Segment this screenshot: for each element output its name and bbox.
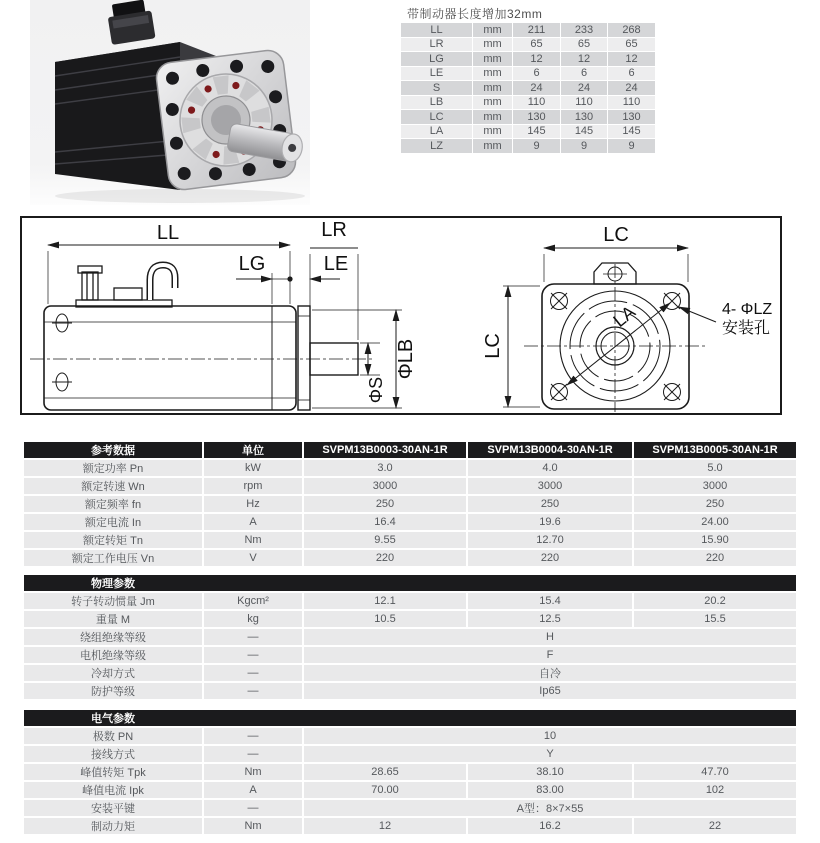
electrical-parameters-table	[22, 708, 798, 836]
mounting-hole-note-line2: 安装孔	[722, 320, 771, 337]
spec-row	[23, 513, 797, 531]
dimension-label: LL	[401, 23, 473, 38]
spec-value: 3000	[303, 477, 467, 495]
servo-motor-illustration	[30, 0, 310, 205]
spec-row	[23, 628, 797, 646]
dimension-unit: mm	[473, 37, 513, 52]
spec-row-unit: Nm	[203, 531, 303, 549]
dimension-unit: mm	[473, 52, 513, 67]
dimension-unit: mm	[473, 110, 513, 125]
spec-row-label: 防护等级	[23, 682, 203, 700]
dimension-value: 65	[513, 37, 561, 52]
dimension-unit: mm	[473, 23, 513, 38]
spec-row-unit: —	[203, 727, 303, 745]
dim-label-lc-top: LC	[603, 224, 629, 246]
dimension-value: 233	[561, 23, 608, 38]
spec-row-unit: Kgcm²	[203, 592, 303, 610]
dim-label-phi-s: ΦS	[366, 376, 386, 404]
dimension-value: 6	[513, 66, 561, 81]
dim-label-ll: LL	[156, 222, 180, 244]
spec-row	[23, 592, 797, 610]
spec-row	[23, 459, 797, 477]
spec-value: 5.0	[633, 459, 797, 477]
spec-row-unit: —	[203, 682, 303, 700]
spec-row	[23, 664, 797, 682]
spec-table-title-text: 电气参数	[91, 713, 135, 725]
spec-row-unit: kW	[203, 459, 303, 477]
spec-value: 4.0	[467, 459, 633, 477]
spec-table-title	[23, 574, 797, 592]
dim-label-lg: LG	[238, 253, 266, 275]
spec-row	[23, 817, 797, 835]
spec-row-label: 极数 PN	[23, 727, 203, 745]
spec-value: 24.00	[633, 513, 797, 531]
spec-row	[23, 745, 797, 763]
dimension-value: 110	[513, 95, 561, 110]
dimension-label: LG	[401, 52, 473, 67]
spec-value: 16.4	[303, 513, 467, 531]
dimension-unit: mm	[473, 81, 513, 96]
model-column-header: SVPM13B0004-30AN-1R	[467, 441, 633, 459]
dimension-value: 9	[513, 139, 561, 154]
dimension-label: LC	[401, 110, 473, 125]
dimension-label: LZ	[401, 139, 473, 154]
spec-value: 250	[467, 495, 633, 513]
dimension-value: 9	[561, 139, 608, 154]
dimension-value: 24	[561, 81, 608, 96]
spec-row-label: 电机绝缘等级	[23, 646, 203, 664]
dimension-value: 9	[608, 139, 656, 154]
dim-label-la: LA	[609, 301, 640, 332]
dimension-value: 24	[608, 81, 656, 96]
model-column-header: SVPM13B0003-30AN-1R	[303, 441, 467, 459]
spec-row	[23, 646, 797, 664]
unit-column-header: 单位	[203, 441, 303, 459]
spec-table-title: 参考数据	[23, 441, 203, 459]
dimension-row	[401, 124, 656, 139]
dimension-value: 110	[608, 95, 656, 110]
dimension-label: LR	[401, 37, 473, 52]
spec-value: 15.5	[633, 610, 797, 628]
technical-drawing	[20, 216, 782, 415]
spec-row	[23, 727, 797, 745]
dimension-value: 24	[513, 81, 561, 96]
spec-row	[23, 763, 797, 781]
spec-table-title-text: 物理参数	[91, 578, 135, 590]
spec-value: 3000	[633, 477, 797, 495]
spec-row-label: 额定电流 In	[23, 513, 203, 531]
spec-row-unit: rpm	[203, 477, 303, 495]
spec-table-title	[23, 709, 797, 727]
spec-value: 250	[633, 495, 797, 513]
spec-row-unit: Hz	[203, 495, 303, 513]
spec-value-span: Ip65	[303, 682, 797, 700]
dimension-value: 268	[608, 23, 656, 38]
dimension-value: 130	[561, 110, 608, 125]
spec-header-row	[23, 441, 797, 459]
spec-value: 220	[633, 549, 797, 567]
spec-row-label: 冷却方式	[23, 664, 203, 682]
spec-row-label: 额定工作电压 Vn	[23, 549, 203, 567]
spec-row-unit: Nm	[203, 817, 303, 835]
spec-value: 22	[633, 817, 797, 835]
dimension-value: 12	[561, 52, 608, 67]
spec-value: 15.90	[633, 531, 797, 549]
dimension-label: LA	[401, 124, 473, 139]
spec-row-unit: —	[203, 664, 303, 682]
spec-value: 12	[303, 817, 467, 835]
spec-row-unit: V	[203, 549, 303, 567]
reference-data-table	[22, 440, 798, 568]
spec-row-label: 额定转矩 Tn	[23, 531, 203, 549]
spec-row-label: 绕组绝缘等级	[23, 628, 203, 646]
spec-value: 12.70	[467, 531, 633, 549]
spec-value-span: H	[303, 628, 797, 646]
dimension-row	[401, 81, 656, 96]
spec-value: 3.0	[303, 459, 467, 477]
dimension-table	[400, 22, 656, 154]
spec-value: 70.00	[303, 781, 467, 799]
dim-label-phi-lb: ΦLB	[395, 338, 417, 380]
spec-value: 47.70	[633, 763, 797, 781]
dimension-value: 145	[608, 124, 656, 139]
dimension-value: 12	[608, 52, 656, 67]
dimension-unit: mm	[473, 139, 513, 154]
spec-row-label: 接线方式	[23, 745, 203, 763]
dimension-row	[401, 23, 656, 38]
spec-row	[23, 799, 797, 817]
spec-value-span: 自冷	[303, 664, 797, 682]
spec-header-row	[23, 709, 797, 727]
spec-value: 12.5	[467, 610, 633, 628]
spec-row-unit: —	[203, 745, 303, 763]
dim-label-lr: LR	[321, 219, 347, 241]
dimension-value: 6	[561, 66, 608, 81]
dimension-value: 130	[513, 110, 561, 125]
spec-row-unit: —	[203, 799, 303, 817]
spec-value: 16.2	[467, 817, 633, 835]
spec-value: 3000	[467, 477, 633, 495]
dimension-table-body	[401, 23, 656, 154]
dim-label-lc-left: LC	[482, 333, 504, 359]
spec-value: 19.6	[467, 513, 633, 531]
spec-row-label: 额定功率 Pn	[23, 459, 203, 477]
dimension-value: 12	[513, 52, 561, 67]
spec-row-label: 峰值转矩 Tpk	[23, 763, 203, 781]
spec-row-unit: A	[203, 513, 303, 531]
spec-value-span: 10	[303, 727, 797, 745]
spec-row	[23, 781, 797, 799]
spec-row-unit: A	[203, 781, 303, 799]
spec-row-label: 重量 M	[23, 610, 203, 628]
spec-value-span: Y	[303, 745, 797, 763]
spec-value: 15.4	[467, 592, 633, 610]
dimension-value: 145	[513, 124, 561, 139]
model-column-header: SVPM13B0005-30AN-1R	[633, 441, 797, 459]
dimension-value: 65	[561, 37, 608, 52]
dimension-row	[401, 139, 656, 154]
spec-header-row	[23, 574, 797, 592]
spec-value: 10.5	[303, 610, 467, 628]
dimension-value: 110	[561, 95, 608, 110]
spec-value: 83.00	[467, 781, 633, 799]
spec-row	[23, 531, 797, 549]
spec-row-unit: —	[203, 646, 303, 664]
spec-row-unit: Nm	[203, 763, 303, 781]
spec-row-unit: kg	[203, 610, 303, 628]
dimension-row	[401, 37, 656, 52]
dimension-label: LB	[401, 95, 473, 110]
dimension-value: 6	[608, 66, 656, 81]
spec-row-label: 额定转速 Wn	[23, 477, 203, 495]
spec-value-span: A型：8×7×55	[303, 799, 797, 817]
spec-row	[23, 682, 797, 700]
dimension-row	[401, 66, 656, 81]
motor-flange	[155, 49, 298, 192]
dimension-label: LE	[401, 66, 473, 81]
spec-row-label: 额定频率 fn	[23, 495, 203, 513]
dimension-value: 145	[561, 124, 608, 139]
dimension-label: S	[401, 81, 473, 96]
spec-value: 12.1	[303, 592, 467, 610]
spec-value: 28.65	[303, 763, 467, 781]
dimension-row	[401, 95, 656, 110]
spec-row	[23, 477, 797, 495]
spec-row-label: 制动力矩	[23, 817, 203, 835]
spec-row	[23, 549, 797, 567]
front-view	[503, 248, 716, 412]
mounting-hole-note-line1: 4- ΦLZ	[722, 301, 773, 318]
spec-value: 250	[303, 495, 467, 513]
dimension-unit: mm	[473, 66, 513, 81]
spec-row-unit: —	[203, 628, 303, 646]
spec-value: 20.2	[633, 592, 797, 610]
dim-label-le: LE	[323, 253, 349, 275]
dimension-value: 211	[513, 23, 561, 38]
brake-length-note: 带制动器长度增加32mm	[407, 7, 543, 21]
dimension-unit: mm	[473, 95, 513, 110]
physical-parameters-table	[22, 573, 798, 701]
spec-row-label: 安装平键	[23, 799, 203, 817]
dimension-row	[401, 52, 656, 67]
spec-row	[23, 610, 797, 628]
spec-row	[23, 495, 797, 513]
dimension-row	[401, 110, 656, 125]
spec-value: 38.10	[467, 763, 633, 781]
spec-row-label: 转子转动惯量 Jm	[23, 592, 203, 610]
spec-value-span: F	[303, 646, 797, 664]
spec-value: 9.55	[303, 531, 467, 549]
spec-value: 220	[303, 549, 467, 567]
dimension-unit: mm	[473, 124, 513, 139]
dimension-value: 65	[608, 37, 656, 52]
spec-value: 220	[467, 549, 633, 567]
servo-motor-photo	[30, 0, 310, 205]
spec-value: 102	[633, 781, 797, 799]
spec-row-label: 峰值电流 Ipk	[23, 781, 203, 799]
dimension-value: 130	[608, 110, 656, 125]
